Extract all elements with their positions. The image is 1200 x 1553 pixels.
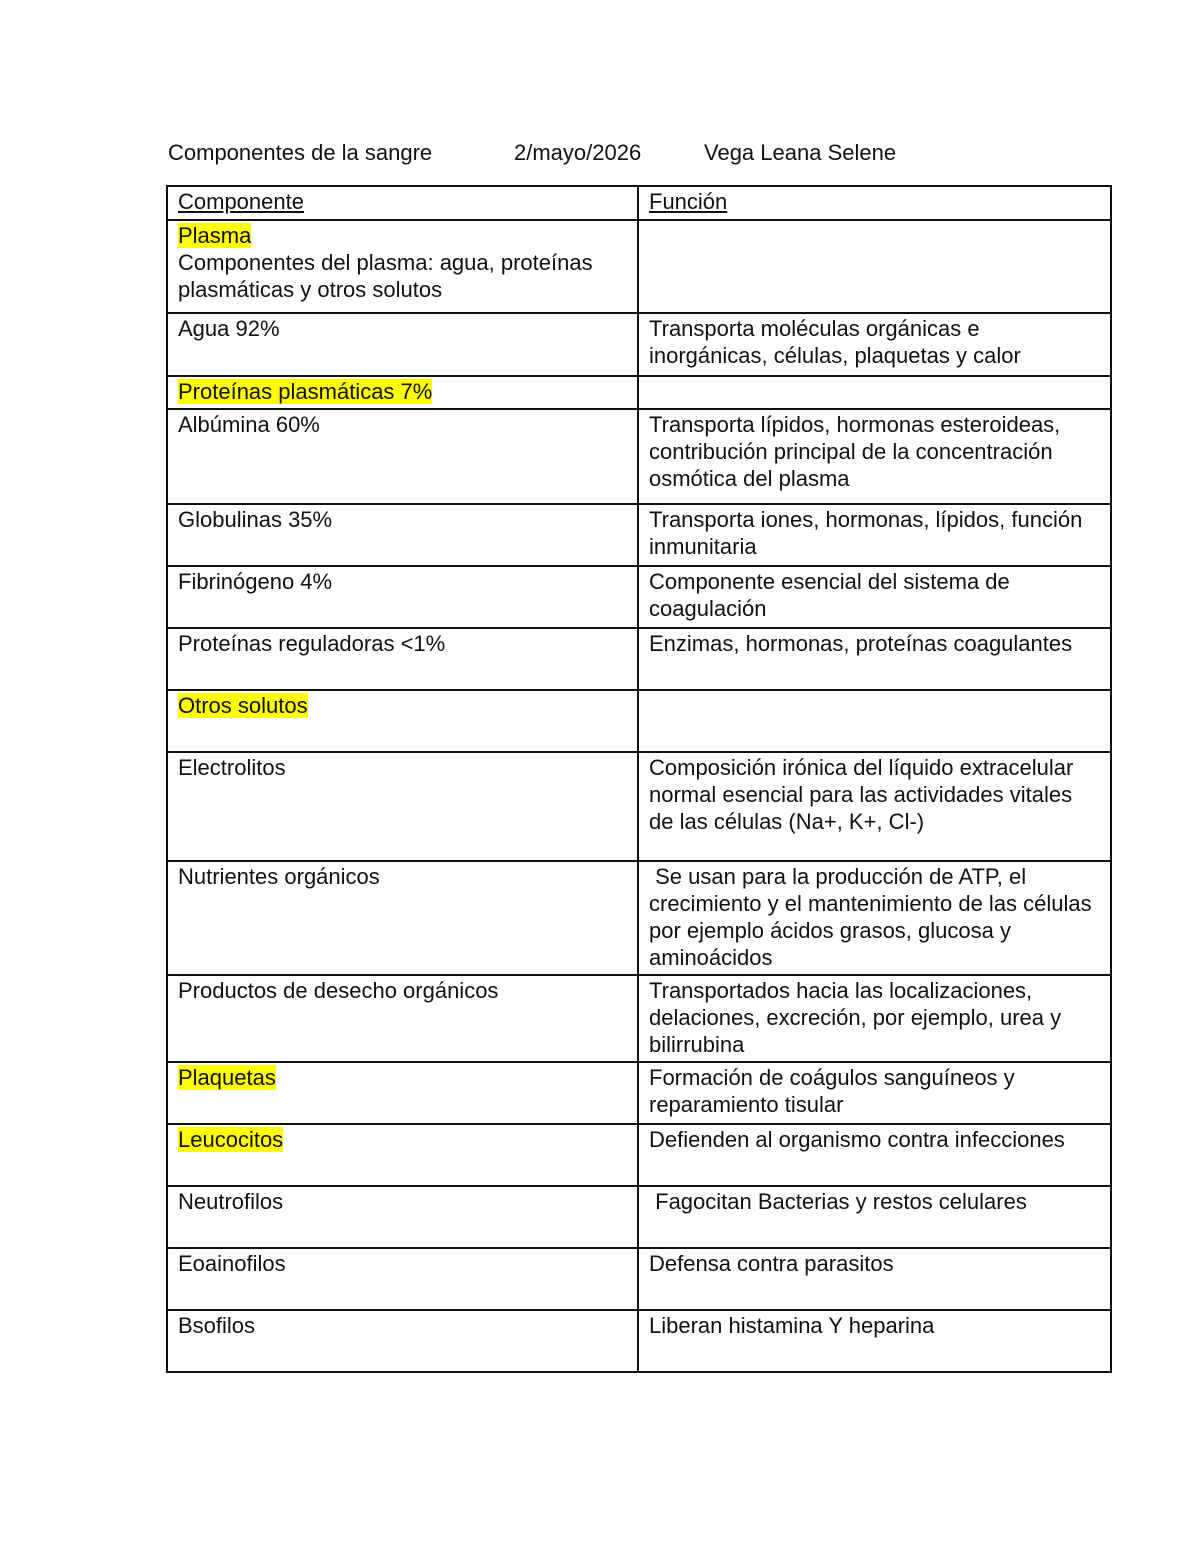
component-label: Plaquetas bbox=[178, 1065, 276, 1090]
component-label: Otros solutos bbox=[178, 693, 308, 718]
component-cell bbox=[167, 1124, 638, 1186]
component-label: Proteínas reguladoras <1% bbox=[178, 631, 446, 656]
table-row bbox=[167, 628, 1111, 690]
component-label: Leucocitos bbox=[178, 1127, 284, 1152]
component-cell bbox=[167, 566, 638, 628]
function-cell: Formación de coágulos sanguíneos y reparamiento tisular bbox=[638, 1062, 1111, 1124]
document-date: 2/mayo/2026 bbox=[514, 140, 642, 165]
component-label: Fibrinógeno 4% bbox=[178, 569, 333, 594]
function-cell: Liberan histamina Y heparina bbox=[638, 1310, 1111, 1372]
document-author: Vega Leana Selene bbox=[704, 140, 897, 165]
function-cell: Transporta moléculas orgánicas e inorgánicas, células, plaquetas y calor bbox=[638, 313, 1111, 376]
component-label: Albúmina 60% bbox=[178, 412, 320, 437]
function-cell: Se usan para la producción de ATP, el crecimiento y el mantenimiento de las células por ejemplo ácidos grasos, glucosa y aminoácidos bbox=[638, 861, 1111, 975]
component-cell bbox=[167, 409, 638, 504]
function-cell: Defienden al organismo contra infecciones bbox=[638, 1124, 1111, 1186]
table-row bbox=[167, 409, 1111, 504]
component-label: Electrolitos bbox=[178, 755, 286, 780]
component-label: Proteínas plasmáticas 7% bbox=[178, 379, 433, 404]
header-function-label: Función bbox=[649, 189, 728, 214]
table-row bbox=[167, 975, 1111, 1062]
component-note: Componentes del plasma: agua, proteínas plasmáticas y otros solutos bbox=[178, 250, 593, 302]
header-cell-function bbox=[638, 186, 1111, 220]
table-row bbox=[167, 504, 1111, 566]
function-cell bbox=[638, 220, 1111, 313]
component-cell bbox=[167, 1186, 638, 1248]
component-cell bbox=[167, 690, 638, 752]
component-label: Plasma bbox=[178, 223, 252, 248]
component-cell bbox=[167, 1248, 638, 1310]
function-cell: Transporta iones, hormonas, lípidos, función inmunitaria bbox=[638, 504, 1111, 566]
component-label: Neutrofilos bbox=[178, 1189, 284, 1214]
component-label: Eoainofilos bbox=[178, 1251, 286, 1276]
component-label: Agua 92% bbox=[178, 316, 280, 341]
table-row bbox=[167, 376, 1111, 409]
function-cell: Defensa contra parasitos bbox=[638, 1248, 1111, 1310]
function-cell: Transporta lípidos, hormonas esteroideas, contribución principal de la concentración osmótica del plasma bbox=[638, 409, 1111, 504]
table-row bbox=[167, 566, 1111, 628]
function-cell: Transportados hacia las localizaciones, delaciones, excreción, por ejemplo, urea y bilirrubina bbox=[638, 975, 1111, 1062]
document-title: Componentes de la sangre bbox=[168, 140, 433, 165]
component-cell bbox=[167, 313, 638, 376]
table-header-row bbox=[167, 186, 1111, 220]
header-component-label: Componente bbox=[178, 189, 304, 214]
function-cell: Fagocitan Bacterias y restos celulares bbox=[638, 1186, 1111, 1248]
component-cell bbox=[167, 975, 638, 1062]
component-label: Globulinas 35% bbox=[178, 507, 333, 532]
component-cell bbox=[167, 504, 638, 566]
component-cell bbox=[167, 376, 638, 409]
component-cell bbox=[167, 1310, 638, 1372]
table-row bbox=[167, 220, 1111, 313]
table-row bbox=[167, 752, 1111, 861]
component-label: Bsofilos bbox=[178, 1313, 256, 1338]
header-cell-component bbox=[167, 186, 638, 220]
table-row bbox=[167, 1186, 1111, 1248]
table-row bbox=[167, 861, 1111, 975]
component-cell bbox=[167, 861, 638, 975]
function-cell: Componente esencial del sistema de coagulación bbox=[638, 566, 1111, 628]
table-row bbox=[167, 1062, 1111, 1124]
function-cell bbox=[638, 690, 1111, 752]
component-label: Productos de desecho orgánicos bbox=[178, 978, 499, 1003]
function-cell: Composición irónica del líquido extracelular normal esencial para las actividades vitales de las células (Na+, K+, Cl-) bbox=[638, 752, 1111, 861]
component-label: Nutrientes orgánicos bbox=[178, 864, 380, 889]
table-row bbox=[167, 1124, 1111, 1186]
component-cell bbox=[167, 220, 638, 313]
blood-components-table bbox=[166, 185, 1112, 1373]
component-cell bbox=[167, 1062, 638, 1124]
component-cell bbox=[167, 752, 638, 861]
table-row bbox=[167, 690, 1111, 752]
function-cell bbox=[638, 376, 1111, 409]
table-row bbox=[167, 313, 1111, 376]
table-row bbox=[167, 1310, 1111, 1372]
component-cell bbox=[167, 628, 638, 690]
table-row bbox=[167, 1248, 1111, 1310]
function-cell: Enzimas, hormonas, proteínas coagulantes bbox=[638, 628, 1111, 690]
